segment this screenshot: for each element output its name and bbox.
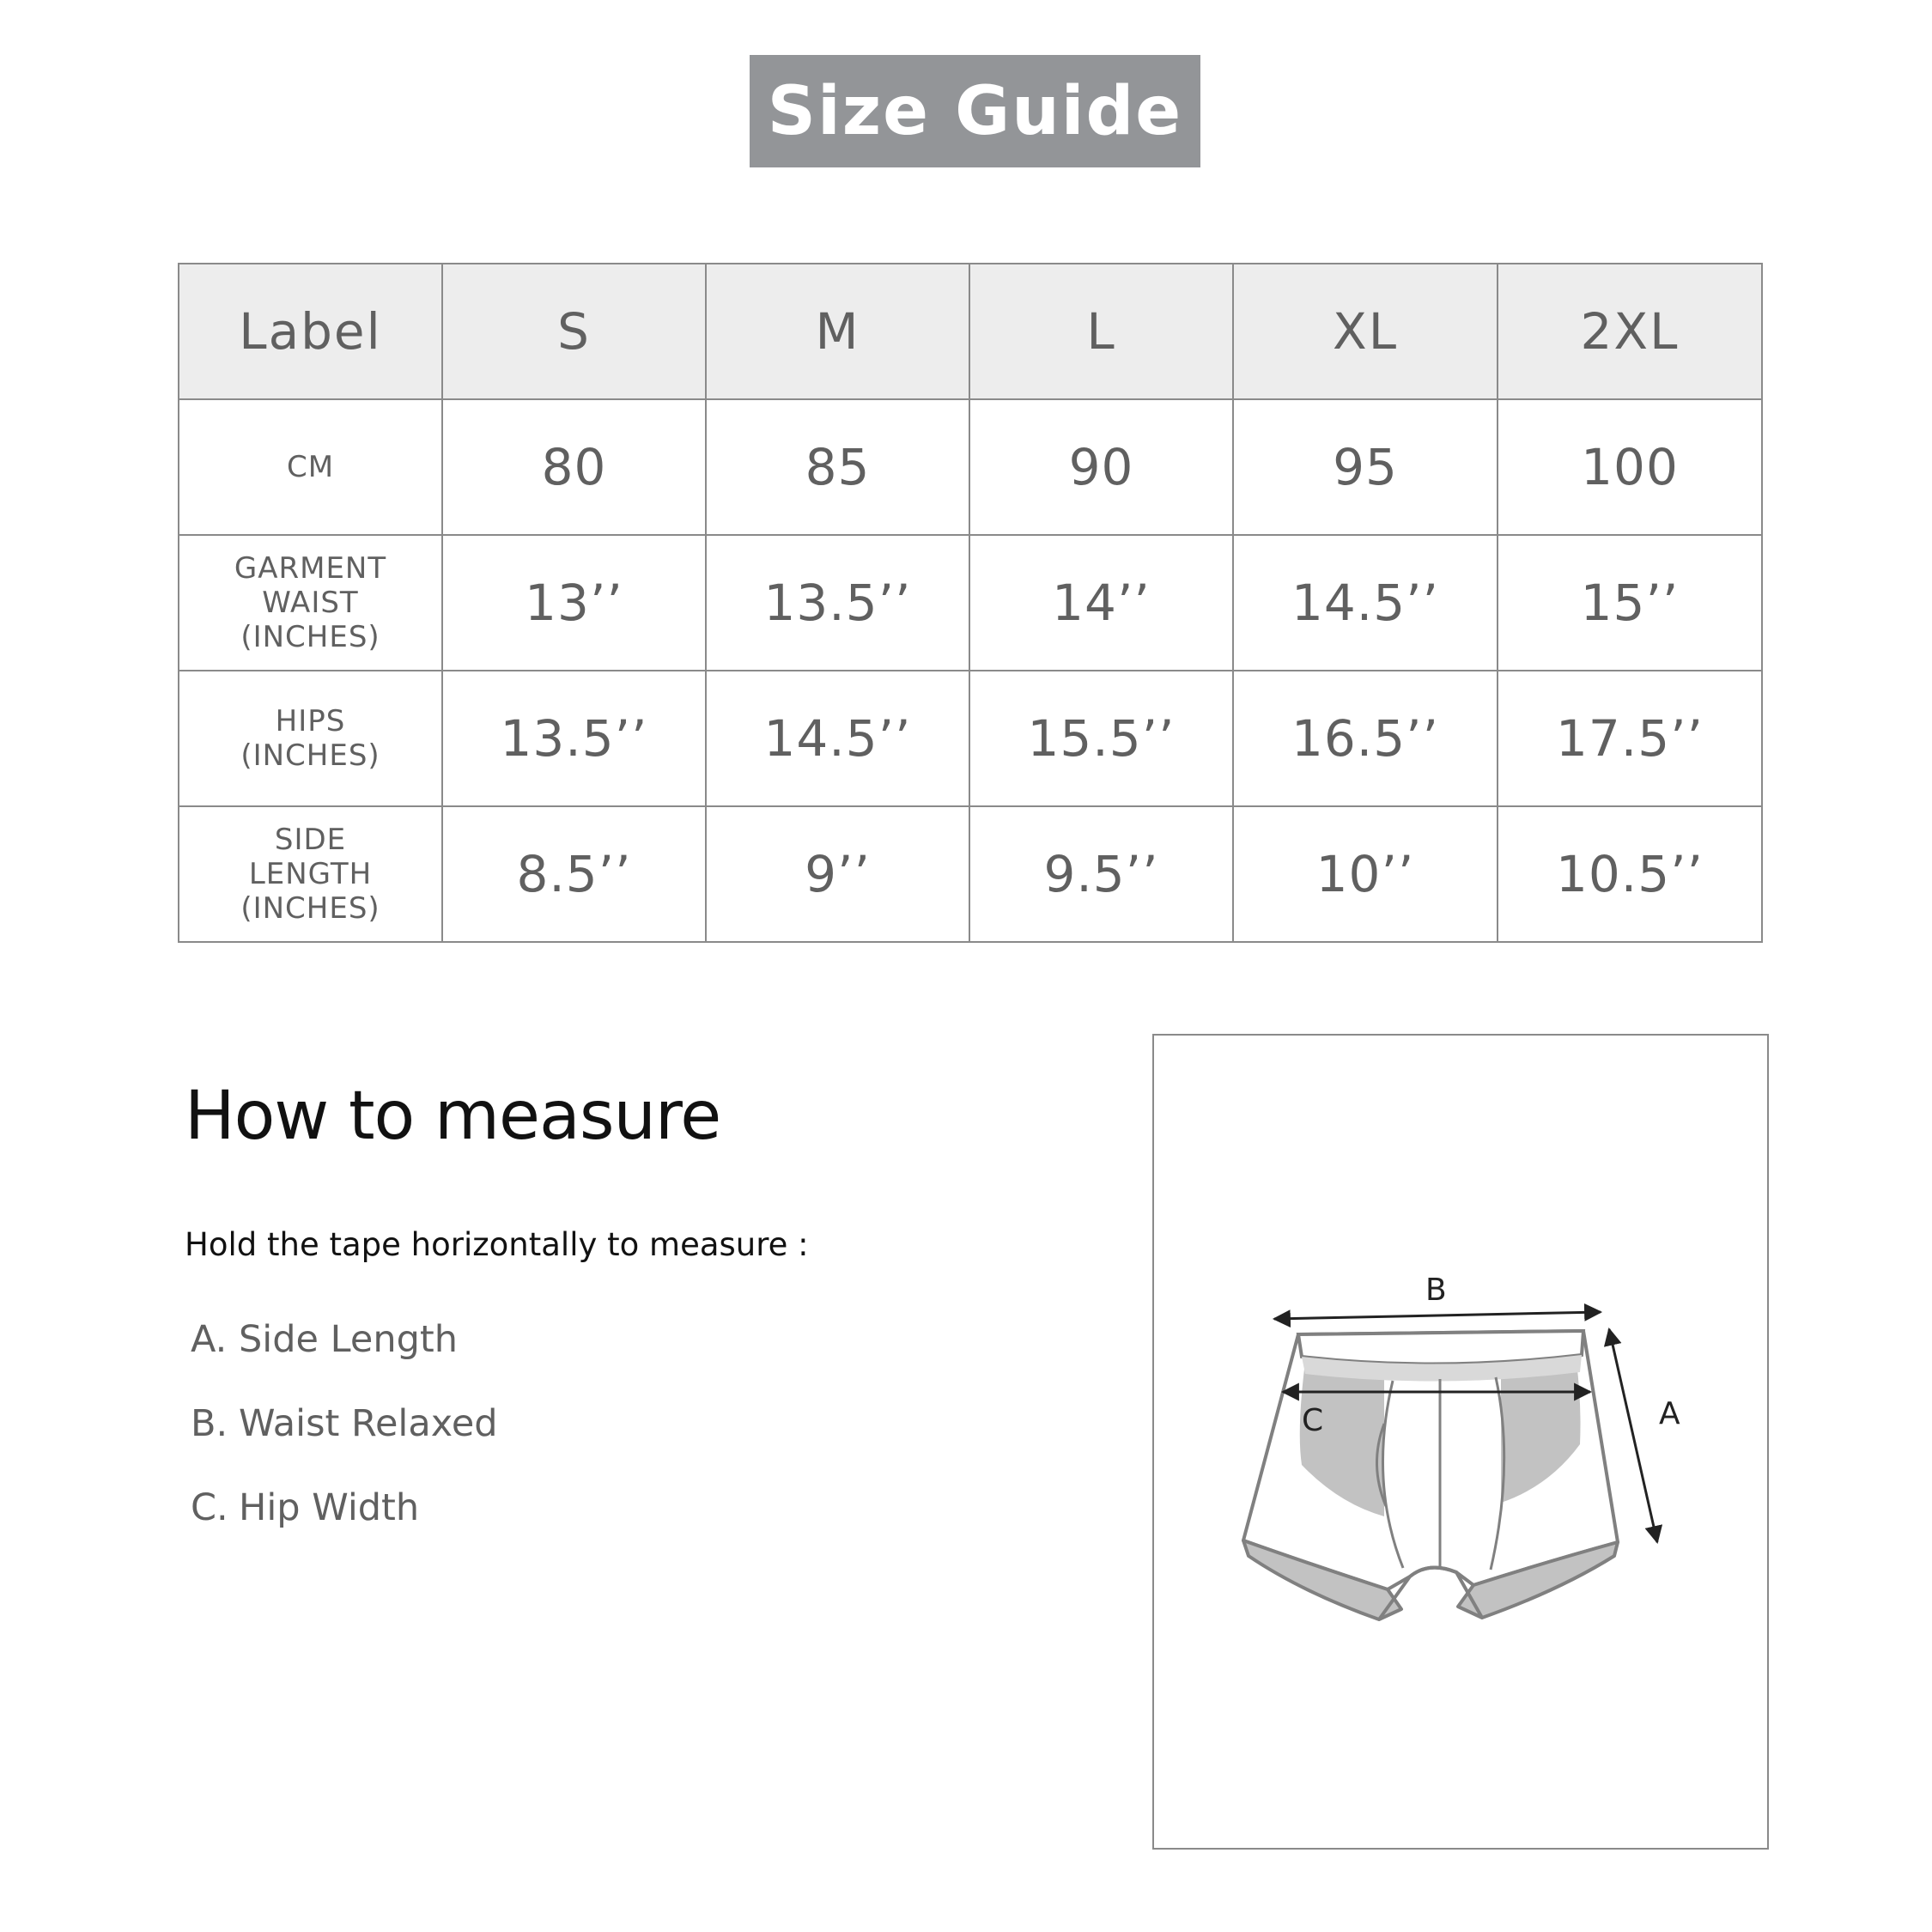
- garment-shape: [1243, 1331, 1618, 1619]
- page-title: Size Guide: [767, 72, 1183, 150]
- diagram-label-a: A: [1659, 1396, 1680, 1431]
- table-row-hips: [179, 671, 1762, 806]
- table-cell: 14’’: [969, 535, 1233, 671]
- size-table: [178, 263, 1763, 943]
- header-size-xl: XL: [1233, 264, 1498, 399]
- how-to-measure-title: How to measure: [185, 1078, 721, 1155]
- measure-instruction: Hold the tape horizontally to measure :: [185, 1226, 809, 1263]
- table-cell: 13.5’’: [706, 535, 969, 671]
- list-item-letter: A.: [191, 1318, 228, 1361]
- list-item-letter: C.: [191, 1486, 228, 1529]
- table-cell: 8.5’’: [442, 806, 706, 942]
- table-cell: 10.5’’: [1498, 806, 1762, 942]
- row-label-side-length: SIDE LENGTH (INCHES): [179, 806, 442, 942]
- table-cell: 16.5’’: [1233, 671, 1498, 806]
- table-row-cm: [179, 399, 1762, 535]
- diagram-box: [1152, 1034, 1769, 1850]
- table-cell: 90: [969, 399, 1233, 535]
- row-label-hips: HIPS (INCHES): [179, 671, 442, 806]
- diagram-label-b: B: [1425, 1273, 1447, 1308]
- list-item-text: Hip Width: [239, 1486, 420, 1529]
- title-badge: [750, 55, 1200, 167]
- table-row-side-length: [179, 806, 1762, 942]
- list-item-text: Side Length: [239, 1318, 458, 1361]
- table-cell: 9’’: [706, 806, 969, 942]
- row-label-cm: CM: [179, 399, 442, 535]
- list-item-letter: B.: [191, 1402, 228, 1445]
- list-item-text: Waist Relaxed: [239, 1402, 498, 1445]
- list-item: [191, 1486, 498, 1571]
- waist-arrow: [1274, 1312, 1601, 1319]
- table-cell: 85: [706, 399, 969, 535]
- row-label-waist: GARMENT WAIST (INCHES): [179, 535, 442, 671]
- table-cell: 13’’: [442, 535, 706, 671]
- header-size-s: S: [442, 264, 706, 399]
- table-cell: 14.5’’: [1233, 535, 1498, 671]
- header-size-l: L: [969, 264, 1233, 399]
- boxer-briefs-diagram-icon: [1154, 1036, 1771, 1851]
- table-cell: 100: [1498, 399, 1762, 535]
- side-length-arrow: [1609, 1329, 1657, 1542]
- table-cell: 15’’: [1498, 535, 1762, 671]
- table-cell: 95: [1233, 399, 1498, 535]
- list-item: [191, 1402, 498, 1486]
- header-label-cell: Label: [179, 264, 442, 399]
- measure-list: [191, 1318, 498, 1571]
- table-row-waist: [179, 535, 1762, 671]
- table-cell: 9.5’’: [969, 806, 1233, 942]
- table-cell: 80: [442, 399, 706, 535]
- table-cell: 15.5’’: [969, 671, 1233, 806]
- table-cell: 14.5’’: [706, 671, 969, 806]
- table-cell: 13.5’’: [442, 671, 706, 806]
- table-header-row: [179, 264, 1762, 399]
- list-item: [191, 1318, 498, 1402]
- table-cell: 17.5’’: [1498, 671, 1762, 806]
- header-size-m: M: [706, 264, 969, 399]
- table-cell: 10’’: [1233, 806, 1498, 942]
- header-size-2xl: 2XL: [1498, 264, 1762, 399]
- diagram-label-c: C: [1302, 1403, 1324, 1438]
